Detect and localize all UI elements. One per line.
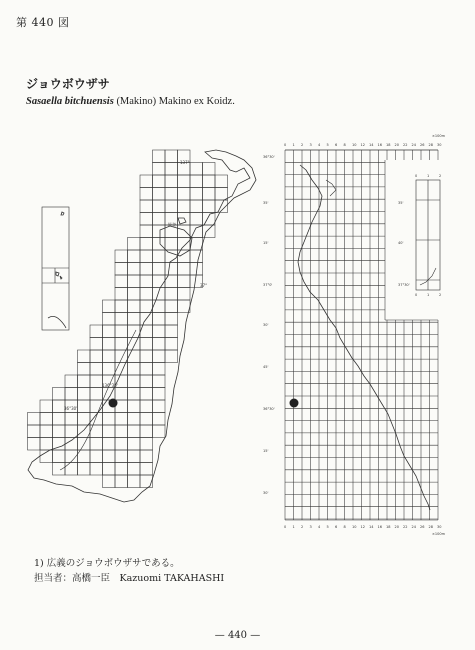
- map-grid-cell: [153, 288, 166, 301]
- map-grid-cell: [203, 188, 216, 201]
- top-tick-label: 2: [301, 143, 304, 147]
- map-grid-cell: [140, 425, 153, 438]
- map-grid-cell: [140, 363, 153, 376]
- bottom-tick-label: 8: [343, 525, 346, 529]
- map-grid-cell: [215, 175, 228, 188]
- map-grid-cell: [178, 288, 191, 301]
- map-grid-cell: [78, 413, 91, 426]
- map-grid-cell: [190, 175, 203, 188]
- map-grid-cell: [165, 288, 178, 301]
- inset-lat-label: 40': [398, 241, 404, 245]
- top-tick-label: 16: [377, 143, 382, 147]
- map-grid-cell: [140, 413, 153, 426]
- bottom-tick-label: 16: [377, 525, 382, 529]
- figure-number: 第 440 図: [16, 16, 70, 29]
- map-grid-cell: [153, 188, 166, 201]
- map-grid-cell: [153, 338, 166, 351]
- bottom-unit-label: ×100m: [432, 532, 446, 536]
- top-tick-label: 10: [352, 143, 357, 147]
- top-tick-label: 22: [403, 143, 408, 147]
- profile-lat-label: 30': [263, 323, 269, 327]
- map-grid-cell: [153, 413, 166, 426]
- map-grid-cell: [153, 300, 166, 313]
- map-grid-cell: [115, 475, 128, 488]
- map-grid-cell: [153, 175, 166, 188]
- bottom-tick-label: 2: [301, 525, 304, 529]
- map-grid-cell: [165, 338, 178, 351]
- map-grid-cell: [203, 225, 216, 238]
- top-tick-label: 28: [428, 143, 433, 147]
- map-grid-cell: [153, 325, 166, 338]
- map-grid-cell: [115, 450, 128, 463]
- map-grid-cell: [115, 338, 128, 351]
- map-grid-cell: [90, 338, 103, 351]
- inset-top-tick: 0: [415, 174, 418, 178]
- map-grid-cell: [90, 450, 103, 463]
- inset-bottom-tick: 0: [415, 293, 418, 297]
- profile-lat-label: 37°0': [263, 283, 273, 287]
- bottom-tick-label: 0: [284, 525, 287, 529]
- bottom-tick-label: 6: [335, 525, 338, 529]
- map-grid-cell: [103, 325, 116, 338]
- map-grid-cell: [140, 263, 153, 276]
- top-tick-label: 18: [386, 143, 391, 147]
- map-grid-cell: [140, 375, 153, 388]
- map-grid-cell: [153, 225, 166, 238]
- map-grid-cell: [178, 225, 191, 238]
- map-grid-cell: [178, 300, 191, 313]
- map-grid-cell: [153, 400, 166, 413]
- map-grid-cell: [78, 350, 91, 363]
- inset-lat-label: 35': [398, 201, 404, 205]
- map-grid-cell: [65, 388, 78, 401]
- map-grid-cell: [128, 363, 141, 376]
- map-grid-cell: [153, 275, 166, 288]
- map-grid-cell: [178, 238, 191, 251]
- top-tick-label: 6: [335, 143, 338, 147]
- map-grid-cell: [165, 325, 178, 338]
- map-grid-cell: [140, 463, 153, 476]
- profile-lat-label: 45': [263, 365, 269, 369]
- map-grid-cell: [128, 400, 141, 413]
- map-grid-cell: [165, 150, 178, 163]
- map-grid-cell: [128, 463, 141, 476]
- map-grid-cell: [115, 425, 128, 438]
- scientific-authority: (Makino) Makino ex Koidz.: [116, 96, 235, 107]
- map-grid-cell: [103, 413, 116, 426]
- map-grid-cell: [40, 438, 53, 451]
- page-number: — 440 —: [214, 630, 261, 641]
- top-tick-label: 3: [309, 143, 312, 147]
- scientific-genus-species: Sasaella bitchuensis: [26, 96, 114, 107]
- place-mark-label: 能登: [168, 222, 176, 227]
- map-grid-cell: [153, 363, 166, 376]
- map-grid-cell: [153, 313, 166, 326]
- author-line: 担当者：高橋一臣 Kazuomi TAKAHASHI: [34, 573, 225, 584]
- map-coastline: [28, 150, 256, 502]
- top-tick-label: 24: [411, 143, 416, 147]
- map-grid: [28, 150, 228, 488]
- map-grid-cell: [103, 350, 116, 363]
- bottom-tick-label: 20: [394, 525, 399, 529]
- map-grid-cell: [115, 413, 128, 426]
- map-grid-cell: [203, 175, 216, 188]
- map-grid-cell: [78, 400, 91, 413]
- map-grid-cell: [140, 300, 153, 313]
- map-grid-cell: [115, 388, 128, 401]
- map-grid-cell: [165, 300, 178, 313]
- map-grid-cell: [140, 438, 153, 451]
- map-grid-cell: [165, 163, 178, 176]
- map-grid-cell: [53, 450, 66, 463]
- map-grid-cell: [153, 350, 166, 363]
- map-grid-cell: [90, 325, 103, 338]
- map-grid-cell: [178, 175, 191, 188]
- occurrence-point: [109, 399, 118, 408]
- top-tick-label: 12: [360, 143, 365, 147]
- map-grid-cell: [115, 300, 128, 313]
- map-grid-cell: [40, 425, 53, 438]
- profile-lat-label: 36°30': [263, 155, 275, 159]
- map-grid-cell: [103, 438, 116, 451]
- map-grid-cell: [153, 238, 166, 251]
- map-grid-cell: [103, 450, 116, 463]
- map-grid-cell: [140, 275, 153, 288]
- lat-36-30-label: 36°30': [64, 406, 78, 411]
- profile-curve: [298, 165, 430, 510]
- map-grid-cell: [153, 375, 166, 388]
- top-tick-label: 30: [437, 143, 442, 147]
- map-grid-cell: [140, 450, 153, 463]
- map-grid-cell: [128, 275, 141, 288]
- islands-inset: [42, 207, 69, 330]
- map-grid-cell: [128, 350, 141, 363]
- map-grid-cell: [90, 438, 103, 451]
- profile-lat-label: 15': [263, 241, 269, 245]
- profile-inset: [416, 180, 440, 290]
- map-grid-cell: [128, 300, 141, 313]
- map-grid-cell: [165, 188, 178, 201]
- note-1: 1) 広義のジョウボウザサである。: [34, 558, 180, 569]
- bottom-tick-label: 4: [318, 525, 321, 529]
- map-grid-cell: [53, 425, 66, 438]
- map-grid-cell: [115, 263, 128, 276]
- map-grid-cell: [40, 400, 53, 413]
- inset-bottom-tick: 1: [427, 293, 430, 297]
- map-grid-cell: [165, 200, 178, 213]
- bottom-tick-label: 3: [309, 525, 312, 529]
- profile-lat-label: 35': [263, 201, 269, 205]
- map-grid-cell: [190, 200, 203, 213]
- map-grid-cell: [128, 388, 141, 401]
- map-grid-cell: [90, 375, 103, 388]
- map-grid-cell: [78, 388, 91, 401]
- map-grid-cell: [115, 288, 128, 301]
- map-grid-cell: [115, 250, 128, 263]
- map-grid-cell: [165, 350, 178, 363]
- map-grid-cell: [65, 438, 78, 451]
- map-grid-cell: [165, 263, 178, 276]
- map-grid-cell: [165, 238, 178, 251]
- map-grid-cell: [203, 200, 216, 213]
- top-tick-label: 1: [292, 143, 295, 147]
- map-grid-cell: [115, 463, 128, 476]
- map-grid-cell: [28, 413, 41, 426]
- map-grid-cell: [140, 400, 153, 413]
- map-grid-cell: [140, 350, 153, 363]
- top-tick-label: 26: [420, 143, 425, 147]
- map-grid-cell: [90, 425, 103, 438]
- map-grid-cell: [128, 338, 141, 351]
- map-grid-cell: [53, 388, 66, 401]
- bottom-tick-label: 5: [326, 525, 329, 529]
- map-grid-cell: [128, 375, 141, 388]
- map-grid-cell: [165, 313, 178, 326]
- lon-136-30-label-1: 136°30': [102, 383, 118, 388]
- map-grid-cell: [190, 188, 203, 201]
- profile-ticks: [263, 134, 446, 536]
- map-grid-cell: [103, 313, 116, 326]
- map-grid-cell: [153, 388, 166, 401]
- top-tick-label: 5: [326, 143, 329, 147]
- map-grid-cell: [115, 325, 128, 338]
- map-grid-cell: [153, 213, 166, 226]
- profile-grid: [285, 150, 438, 520]
- top-tick-label: 14: [369, 143, 374, 147]
- map-grid-cell: [190, 213, 203, 226]
- map-grid-cell: [165, 275, 178, 288]
- map-grid-cell: [203, 163, 216, 176]
- map-grid-cell: [128, 425, 141, 438]
- map-grid-cell: [65, 375, 78, 388]
- map-grid-cell: [40, 413, 53, 426]
- top-unit-label: ×100m: [432, 134, 446, 138]
- profile-lat-label: 30': [263, 491, 269, 495]
- map-grid-cell: [203, 213, 216, 226]
- map-grid-cell: [153, 425, 166, 438]
- map-grid-cell: [103, 300, 116, 313]
- map-grid-cell: [140, 338, 153, 351]
- bottom-tick-label: 30: [437, 525, 442, 529]
- map-grid-cell: [128, 413, 141, 426]
- map-grid-cell: [215, 188, 228, 201]
- map-grid-cell: [128, 475, 141, 488]
- map-grid-cell: [153, 263, 166, 276]
- inset-bottom-tick: 2: [439, 293, 442, 297]
- top-tick-label: 8: [343, 143, 346, 147]
- map-grid-cell: [140, 388, 153, 401]
- map-grid-cell: [78, 363, 91, 376]
- inset-top-tick: 2: [439, 174, 442, 178]
- map-grid-cell: [28, 425, 41, 438]
- map-grid-cell: [178, 200, 191, 213]
- map-grid-cell: [128, 263, 141, 276]
- top-tick-label: 0: [284, 143, 287, 147]
- map-grid-cell: [153, 200, 166, 213]
- bottom-tick-label: 18: [386, 525, 391, 529]
- map-grid-cell: [190, 163, 203, 176]
- map-grid-cell: [103, 463, 116, 476]
- map-grid-cell: [140, 225, 153, 238]
- map-grid-cell: [178, 188, 191, 201]
- map-grid-cell: [153, 250, 166, 263]
- bottom-tick-label: 22: [403, 525, 408, 529]
- map-grid-cell: [103, 475, 116, 488]
- map-grid-cell: [153, 163, 166, 176]
- profile-lat-label: 36°30': [263, 407, 275, 411]
- map-grid-cell: [90, 350, 103, 363]
- map-grid-cell: [128, 450, 141, 463]
- map-grid-cell: [115, 350, 128, 363]
- map-grid-cell: [65, 413, 78, 426]
- map-grid-cell: [115, 275, 128, 288]
- map-grid-cell: [28, 438, 41, 451]
- species-japanese-name: ジョウボウザサ: [26, 77, 110, 91]
- map-grid-cell: [90, 363, 103, 376]
- map-grid-cell: [178, 263, 191, 276]
- bottom-tick-label: 12: [360, 525, 365, 529]
- map-grid-cell: [65, 463, 78, 476]
- bottom-tick-label: 1: [292, 525, 295, 529]
- map-grid-cell: [115, 313, 128, 326]
- map-grid-cell: [103, 338, 116, 351]
- map-grid-cell: [90, 463, 103, 476]
- map-grid-cell: [128, 438, 141, 451]
- map-grid-cell: [140, 188, 153, 201]
- bottom-tick-label: 28: [428, 525, 433, 529]
- bottom-tick-label: 26: [420, 525, 425, 529]
- map-grid-cell: [78, 463, 91, 476]
- map-grid-cell: [128, 313, 141, 326]
- map-grid-cell: [115, 438, 128, 451]
- lon-137-label: 137°: [180, 160, 190, 165]
- map-grid-cell: [140, 288, 153, 301]
- map-grid-cell: [128, 288, 141, 301]
- inset-lat-label: 37°30': [398, 283, 410, 287]
- profile-lat-label: 15': [263, 449, 269, 453]
- bottom-tick-label: 10: [352, 525, 357, 529]
- bottom-tick-label: 14: [369, 525, 374, 529]
- map-grid-cell: [140, 175, 153, 188]
- inset-top-tick: 1: [427, 174, 430, 178]
- profile-occurrence-point: [290, 399, 299, 408]
- top-tick-label: 4: [318, 143, 321, 147]
- map-grid-cell: [128, 250, 141, 263]
- map-grid-cell: [140, 200, 153, 213]
- map-grid-cell: [140, 238, 153, 251]
- map-grid-cell: [53, 413, 66, 426]
- map-grid-cell: [153, 150, 166, 163]
- map-grid-cell: [165, 175, 178, 188]
- map-grid-cell: [90, 388, 103, 401]
- map-grid-cell: [78, 438, 91, 451]
- map-grid-cell: [78, 375, 91, 388]
- top-tick-label: 20: [394, 143, 399, 147]
- map-grid-cell: [53, 463, 66, 476]
- map-grid-cell: [140, 250, 153, 263]
- lon-37-label: 37°: [200, 283, 208, 288]
- map-grid-cell: [128, 238, 141, 251]
- map-grid-cell: [140, 475, 153, 488]
- map-grid-cell: [128, 325, 141, 338]
- map-grid-cell: [103, 363, 116, 376]
- bottom-tick-label: 24: [411, 525, 416, 529]
- map-grid-cell: [103, 425, 116, 438]
- map-grid-cell: [140, 213, 153, 226]
- map-grid-cell: [178, 275, 191, 288]
- map-grid-cell: [165, 250, 178, 263]
- map-grid-cell: [65, 425, 78, 438]
